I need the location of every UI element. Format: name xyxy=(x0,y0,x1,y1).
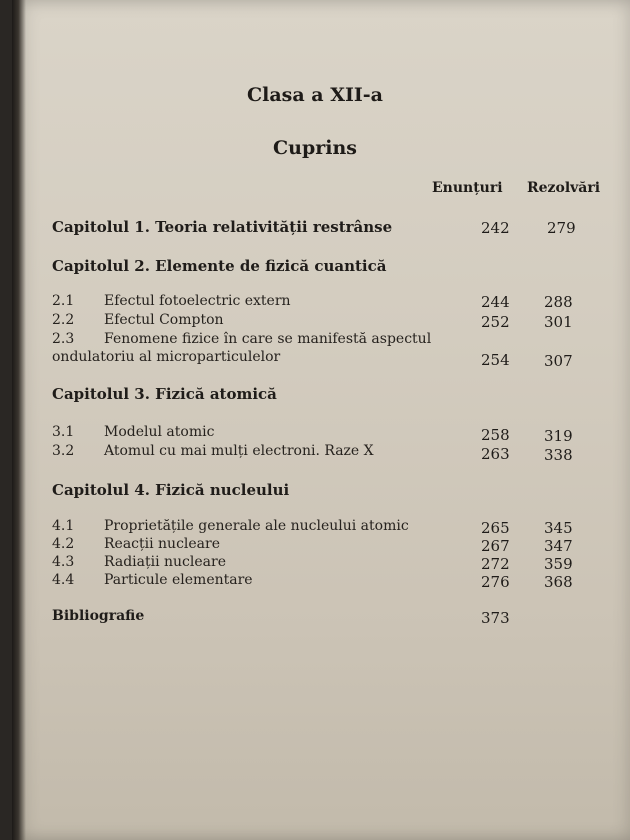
section-number: 4.1 xyxy=(52,518,75,534)
section-title: Reacții nucleare xyxy=(104,536,221,552)
section-number: 2.1 xyxy=(52,293,75,309)
section-4-3-statements-page: 272 xyxy=(481,555,510,573)
chapter-3-title: Capitolul 3. Fizică atomică xyxy=(52,385,277,403)
section-4-1-statements-page: 265 xyxy=(481,519,510,537)
section-3-1-statements-page: 258 xyxy=(481,426,510,444)
section-title: Efectul Compton xyxy=(104,312,224,328)
section-title: Modelul atomic xyxy=(104,424,215,440)
chapter-1-solutions-page: 279 xyxy=(547,219,576,237)
toc-row-4-1 xyxy=(52,518,612,538)
section-2-1-statements-page: 244 xyxy=(481,293,510,311)
section-title: Efectul fotoelectric extern xyxy=(104,293,291,309)
section-3-2-statements-page: 263 xyxy=(481,445,510,463)
section-3-1-solutions-page: 319 xyxy=(544,427,573,445)
section-title: Fenomene fizice în care se manifestă aspectul xyxy=(104,331,432,347)
section-number: 4.2 xyxy=(52,536,75,552)
chapter-2-title: Capitolul 2. Elemente de fizică cuantică xyxy=(52,257,387,275)
section-title: Particule elementare xyxy=(104,572,253,588)
bibliography-title: Bibliografie xyxy=(52,608,145,624)
section-number: 3.2 xyxy=(52,443,75,459)
section-4-4-solutions-page: 368 xyxy=(544,573,573,591)
toc-row-2-1 xyxy=(52,293,612,313)
toc-row-2-3-continued xyxy=(52,349,612,369)
section-2-2-statements-page: 252 xyxy=(481,313,510,331)
section-3-2-solutions-page: 338 xyxy=(544,446,573,464)
toc-row-4-4 xyxy=(52,572,612,592)
column-header-statements: Enunțuri xyxy=(432,180,503,196)
section-title: Proprietățile generale ale nucleului atomic xyxy=(104,518,409,534)
section-4-4-statements-page: 276 xyxy=(481,573,510,591)
section-number: 2.2 xyxy=(52,312,75,328)
chapter-4-title: Capitolul 4. Fizică nucleului xyxy=(52,481,290,499)
section-4-2-solutions-page: 347 xyxy=(544,537,573,555)
section-title-continued: ondulatoriu al microparticulelor xyxy=(52,349,281,365)
section-2-3-statements-page: 254 xyxy=(481,351,510,369)
class-title: Clasa a XII-a xyxy=(247,84,383,106)
column-header-solutions: Rezolvări xyxy=(527,180,601,196)
chapter-1-statements-page: 242 xyxy=(481,219,510,237)
section-number: 2.3 xyxy=(52,331,75,347)
section-number: 4.4 xyxy=(52,572,75,588)
section-title: Atomul cu mai mulți electroni. Raze X xyxy=(104,443,374,459)
toc-row-3-2 xyxy=(52,443,612,463)
chapter-1-title: Capitolul 1. Teoria relativității restrânse xyxy=(52,218,393,236)
bibliography-page: 373 xyxy=(481,609,510,627)
section-number: 4.3 xyxy=(52,554,75,570)
book-page xyxy=(12,0,630,840)
section-2-1-solutions-page: 288 xyxy=(544,293,573,311)
section-2-3-solutions-page: 307 xyxy=(544,352,573,370)
toc-row-4-2 xyxy=(52,536,612,556)
toc-row-3-1 xyxy=(52,424,612,444)
section-title: Radiații nucleare xyxy=(104,554,226,570)
section-2-2-solutions-page: 301 xyxy=(544,313,573,331)
section-4-1-solutions-page: 345 xyxy=(544,519,573,537)
section-number: 3.1 xyxy=(52,424,75,440)
toc-row-2-2 xyxy=(52,312,612,332)
section-4-2-statements-page: 267 xyxy=(481,537,510,555)
toc-row-2-3 xyxy=(52,331,612,351)
section-4-3-solutions-page: 359 xyxy=(544,555,573,573)
page-gutter-shadow xyxy=(12,0,26,840)
toc-title: Cuprins xyxy=(273,137,357,159)
toc-row-4-3 xyxy=(52,554,612,574)
